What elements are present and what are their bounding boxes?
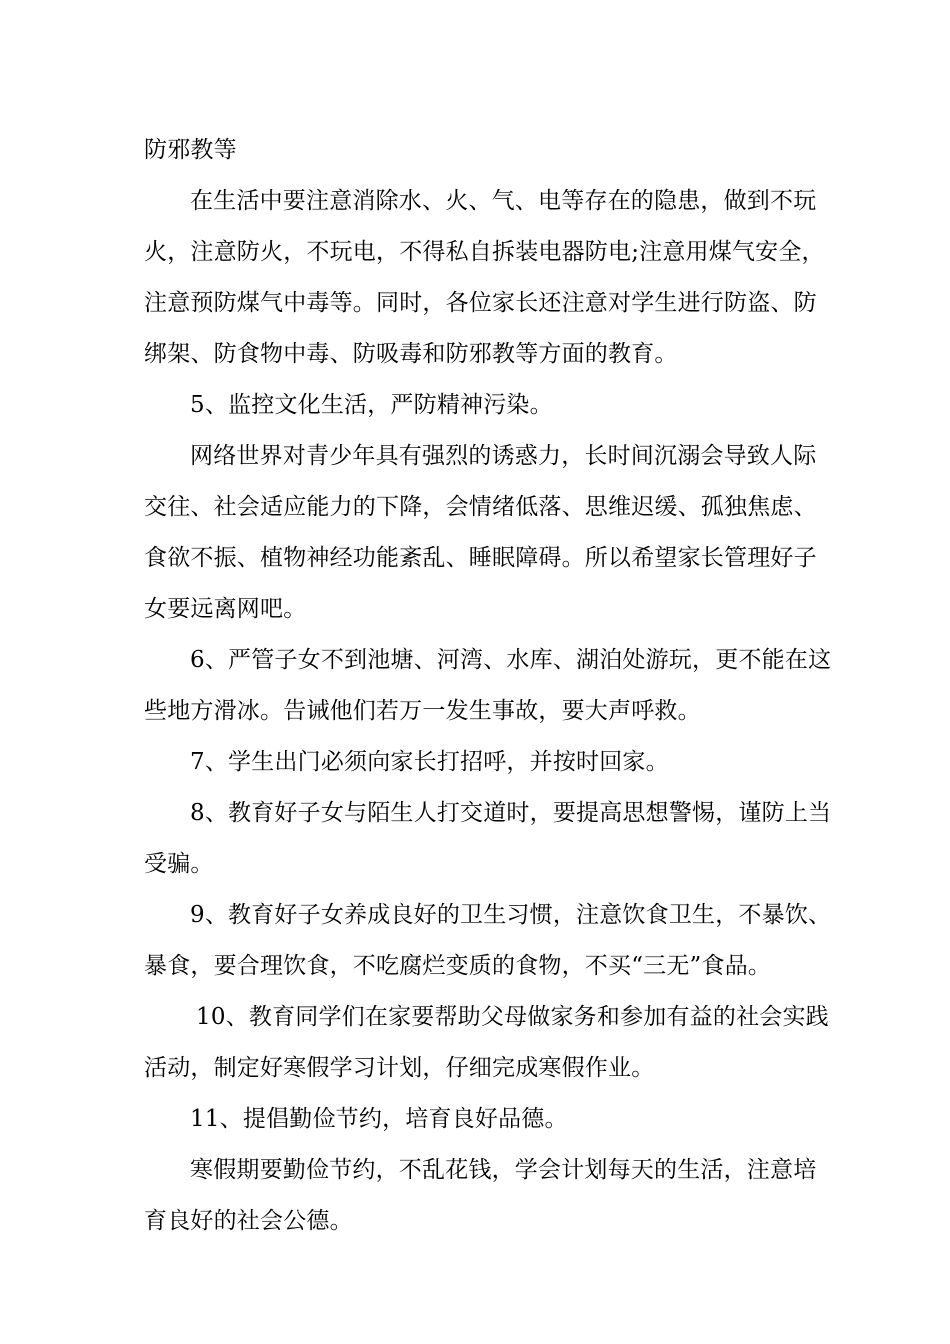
text-line: 绑架、防食物中毒、防吸毒和防邪教等方面的教育。: [144, 341, 678, 367]
text-line: 活动，制定好寒假学习计划，仔细完成寒假作业。: [144, 1055, 655, 1081]
text-line: 10、教育同学们在家要帮助父母做家务和参加有益的社会实践: [196, 1004, 829, 1030]
text-line: 火，注意防火，不玩电，不得私自拆装电器防电;注意用煤气安全，: [144, 239, 825, 265]
text-line: 暴食，要合理饮食，不吃腐烂变质的食物，不买“三无”食品。: [144, 953, 772, 979]
text-line: 受骗。: [144, 851, 214, 877]
text-line: 育良好的社会公德。: [144, 1208, 353, 1234]
text-line: 7、学生出门必须向家长打招呼，并按时回家。: [190, 749, 669, 775]
text-line: 女要远离网吧。: [144, 596, 307, 622]
section-heading: 11、提倡勤俭节约，培育良好品德。: [190, 1106, 568, 1132]
text-line: 防邪教等: [144, 137, 237, 163]
text-line: 网络世界对青少年具有强烈的诱惑力，长时间沉溺会导致人际: [190, 443, 817, 469]
text-line: 在生活中要注意消除水、火、气、电等存在的隐患，做到不玩: [190, 188, 817, 214]
text-line: 注意预防煤气中毒等。同时，各位家长还注意对学生进行防盗、防: [144, 290, 817, 316]
text-line: 8、教育好子女与陌生人打交道时，要提高思想警惕，谨防上当: [190, 800, 832, 826]
text-line: 9、教育好子女养成良好的卫生习惯，注意饮食卫生，不暴饮、: [190, 902, 832, 928]
text-line: 些地方滑冰。告诫他们若万一发生事故，要大声呼救。: [144, 698, 701, 724]
text-line: 6、严管子女不到池塘、河湾、水库、湖泊处游玩，更不能在这: [190, 647, 832, 673]
text-line: 食欲不振、植物神经功能紊乱、睡眠障碍。所以希望家长管理好子: [144, 545, 817, 571]
text-line: 寒假期要勤俭节约，不乱花钱，学会计划每天的生活，注意培: [190, 1157, 817, 1183]
text-line: 交往、社会适应能力的下降，会情绪低落、思维迟缓、孤独焦虑、: [144, 494, 817, 520]
section-heading: 5、监控文化生活，严防精神污染。: [190, 392, 553, 418]
